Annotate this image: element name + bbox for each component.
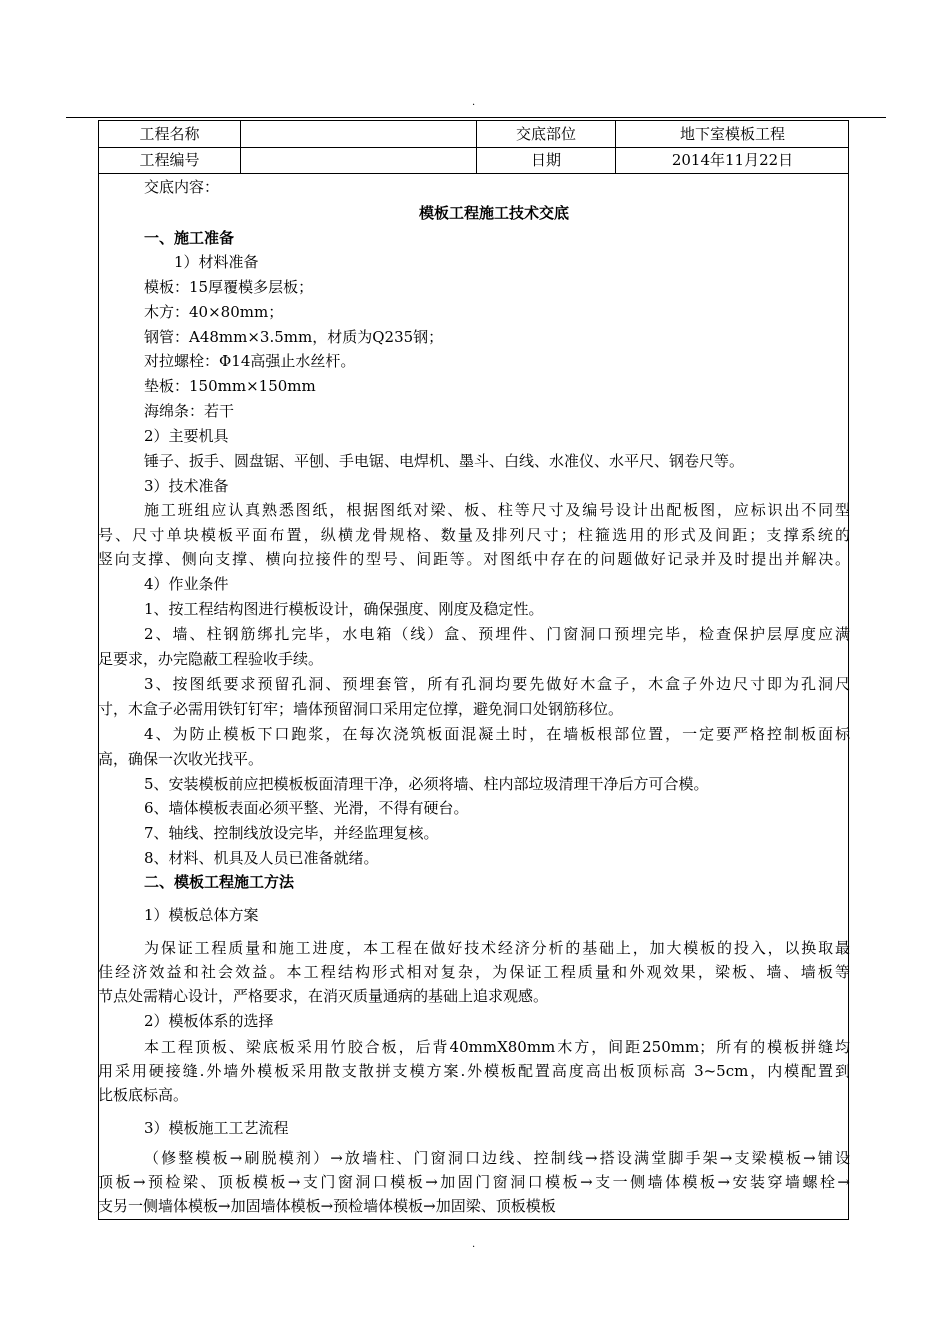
text-line: 锤子、扳手、圆盘锯、平刨、手电锯、电焊机、墨斗、白线、水准仪、水平尺、钢卷尺等。 [144,452,745,470]
top-dot: . [472,97,476,108]
text-line: 钢管：A48mm×3.5mm，材质为Q235钢； [144,328,444,346]
text-line: 支另一侧墙体模板→加固墙体模板→预检墙体模板→加固梁、顶板模板 [98,1197,556,1215]
text-line: 用采用硬接缝.外墙外模板采用散支散拼支模方案.外模板配置高度高出板顶标高 3~5cm，内模配置到 [98,1062,850,1080]
text-line: 5、安装模板前应把模板板面清理干净，必须将墙、柱内部垃圾清理干净后方可合模。 [144,775,709,793]
grid-line [99,173,849,174]
subheading: 3）技术准备 [144,477,229,495]
date-value: 2014年11月22日 [671,151,794,169]
text-line: 对拉螺栓：Φ14高强止水丝杆。 [144,352,356,370]
section-heading: 二、模板工程施工方法 [144,873,295,891]
text-line: 节点处需精心设计，严格要求，在消灭质量通病的基础上追求观感。 [98,987,549,1005]
text-line: 顶板→预检梁、顶板模板→支门窗洞口模板→加固门窗洞口模板→支一侧墙体模板→安装穿墙螺栓→ [98,1173,850,1191]
subheading: 2）模板体系的选择 [144,1012,274,1030]
text-line: 佳经济效益和社会效益。本工程结构形式相对复杂，为保证工程质量和外观效果，梁板、墙、墙板等 [98,963,850,981]
text-line: 垫板：150mm×150mm [144,377,316,395]
subheading: 1）材料准备 [174,253,259,271]
project-name-label: 工程名称 [139,125,200,143]
subheading: 4）作业条件 [144,575,229,593]
document-title: 模板工程施工技术交底 [418,204,569,222]
text-line: 模板：15厚覆模多层板； [144,278,314,296]
text-line: 8、材料、机具及人员已准备就绪。 [144,849,379,867]
text-line: 足要求，办完隐蔽工程验收手续。 [98,650,324,668]
text-line: 寸，木盒子必需用铁钉钉牢；墙体预留洞口采用定位撑，避免洞口处钢筋移位。 [98,700,624,718]
text-line: 4、为防止模板下口跑浆，在每次浇筑板面混凝土时，在墙板根部位置，一定要严格控制板面标 [144,725,850,743]
intro-label: 交底内容： [144,178,220,196]
subheading: 3）模板施工工艺流程 [144,1119,289,1137]
text-line: 2、墙、柱钢筋绑扎完毕，水电箱（线）盒、预埋件、门窗洞口预埋完毕，检查保护层厚度应满 [144,625,850,643]
text-line: 7、轴线、控制线放设完毕，并经监理复核。 [144,824,439,842]
text-line: 本工程顶板、梁底板采用竹胶合板，后背40mmX80mm木方，间距250mm；所有的模板拼缝均 [144,1038,850,1056]
text-line: 6、墙体模板表面必须平整、光滑，不得有硬台。 [144,799,469,817]
text-line: 施工班组应认真熟悉图纸，根据图纸对梁、板、柱等尺寸及编号设计出配板图，应标识出不同型 [144,501,850,519]
text-line: 竖向支撑、侧向支撑、横向拉接件的型号、间距等。对图纸中存在的问题做好记录并及时提出并解决。 [98,550,850,568]
date-label: 日期 [530,151,561,169]
text-line: 号、尺寸单块模板平面布置，纵横龙骨规格、数量及排列尺寸；柱箍选用的形式及间距；支撑系统的 [98,526,850,544]
section-heading: 一、施工准备 [144,229,235,247]
subheading: 2）主要机具 [144,427,229,445]
text-line: 比板底标高。 [98,1086,189,1104]
text-line: 为保证工程质量和施工进度，本工程在做好技术经济分析的基础上，加大模板的投入，以换取最 [144,939,850,957]
text-line: 木方：40×80mm； [144,303,284,321]
project-no-label: 工程编号 [139,151,200,169]
text-line: 3、按图纸要求预留孔洞、预埋套管，所有孔洞均要先做好木盒子，木盒子外边尺寸即为孔洞尺 [144,675,850,693]
location-label: 交底部位 [515,125,576,143]
header-rule [66,117,886,118]
text-line: 高，确保一次收光找平。 [98,750,264,768]
text-line: 1、按工程结构图进行模板设计，确保强度、刚度及稳定性。 [144,600,544,618]
subheading: 1）模板总体方案 [144,906,259,924]
bottom-dot: . [472,1239,476,1250]
location-value: 地下室模板工程 [679,125,785,143]
text-line: 海绵条：若干 [144,402,235,420]
text-line: （修整模板→刷脱模剂）→放墙柱、门窗洞口边线、控制线→搭设满堂脚手架→支梁模板→铺设 [144,1149,850,1167]
